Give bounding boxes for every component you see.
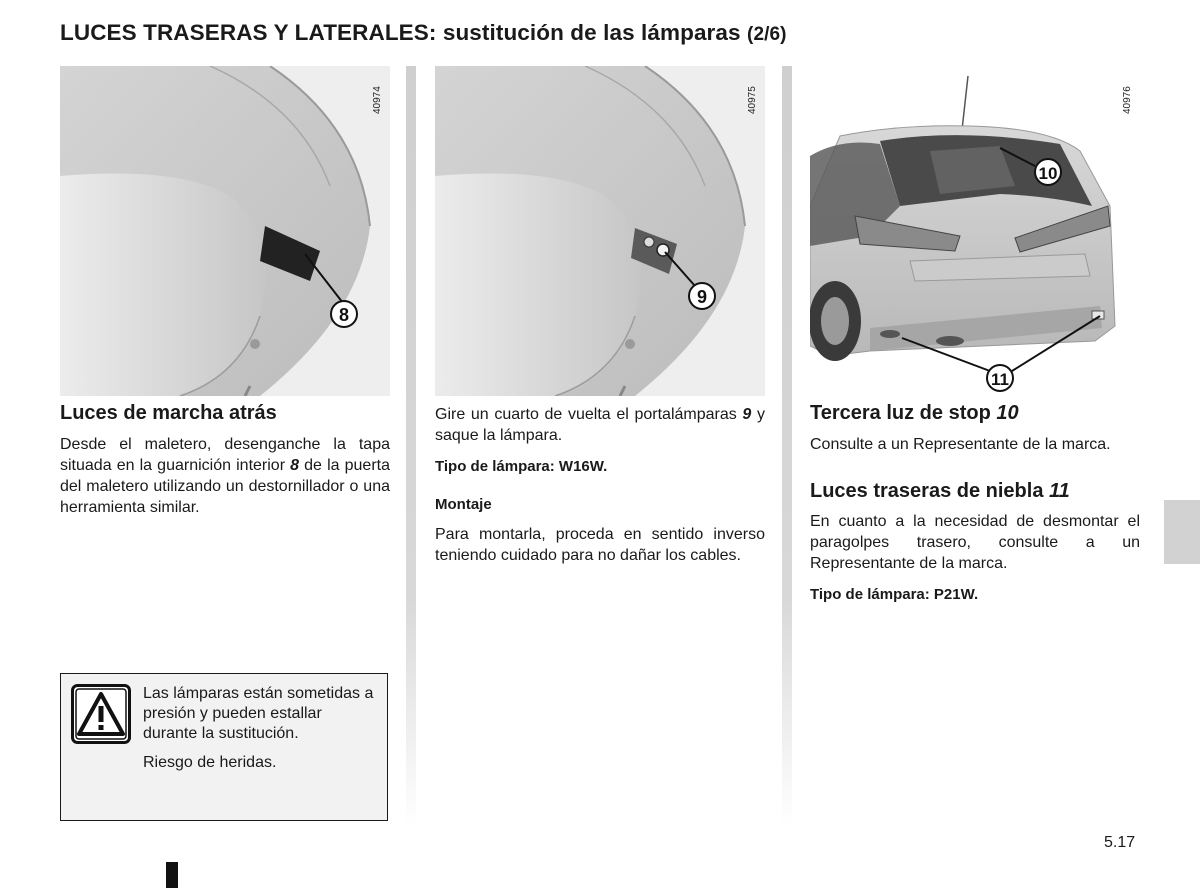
callout-10-label: 10 [1038,164,1058,183]
car-rear-illustration [810,66,1140,396]
column-1 [60,400,390,518]
text-run: y saque la lámpara. [435,406,765,444]
heading-rear-fog-lights [810,478,1140,504]
figure-40975 [435,66,765,396]
column-separator-2 [782,66,792,826]
title-text: LUCES TRASERAS Y LATERALES: sustitución de las lámparas [60,20,741,45]
chapter-tab [1164,500,1200,564]
warning-icon [71,684,131,744]
third-stop-light-text: Consulte a un Representante de la marca. [810,436,1111,453]
reverse-lights-instructions [60,434,390,518]
warning-box [60,673,388,821]
figure-id: 40975 [747,86,758,114]
figure-id: 40976 [1122,86,1133,114]
lamp-type-p21w: Tipo de lámpara: P21W. [810,586,979,603]
warning-text [143,684,379,773]
ref-9: 9 [742,406,752,423]
mount-instructions: Para montarla, proceda en sentido inverso teniendo cuidado para no dañar los cables. [435,526,765,564]
callout-9-label: 9 [696,287,708,307]
text-run: Gire un cuarto de vuelta el portalámparas [435,406,743,423]
heading-text: Luces traseras de niebla [810,480,1044,502]
column-3 [810,400,1140,605]
lamp-holder-instructions [435,404,765,446]
lamp-type-w16w: Tipo de lámpara: W16W. [435,458,608,475]
page-title [60,20,787,46]
heading-text: Tercera luz de stop [810,402,991,424]
text-run: Desde el maletero, desenganche la tapa situada en la guarnición interior [60,436,390,474]
figure-40976 [810,66,1140,396]
heading-third-stop-light [810,400,1140,426]
page-number: 5.17 [1104,834,1136,851]
heading-reverse-lights: Luces de marcha atrás [60,402,277,424]
text-run: de la puerta del maletero utilizando un destornillador o una herramienta similar. [60,457,390,516]
tailgate-cover-illustration [60,66,390,396]
ref-8: 8 [290,457,300,474]
rear-fog-lights-text: En cuanto a la necesidad de desmontar el paragolpes trasero, consulte a un Representante de la marca. [810,513,1140,572]
print-mark [166,862,178,888]
warning-line-2: Riesgo de heridas. [143,754,277,771]
mount-heading: Montaje [435,496,492,513]
figure-40974 [60,66,390,396]
column-separator-1 [406,66,416,826]
callout-11-label: 11 [991,370,1009,389]
ref-10: 10 [996,402,1019,424]
warning-line-1: Las lámparas están sometidas a presión y pueden estallar durante la sustitución. [143,685,374,742]
lamp-holder-illustration [435,66,765,396]
column-2 [435,404,765,566]
callout-8-label: 8 [338,305,350,325]
ref-11: 11 [1049,480,1070,502]
title-part: (2/6) [747,24,787,45]
figure-id: 40974 [372,86,383,114]
